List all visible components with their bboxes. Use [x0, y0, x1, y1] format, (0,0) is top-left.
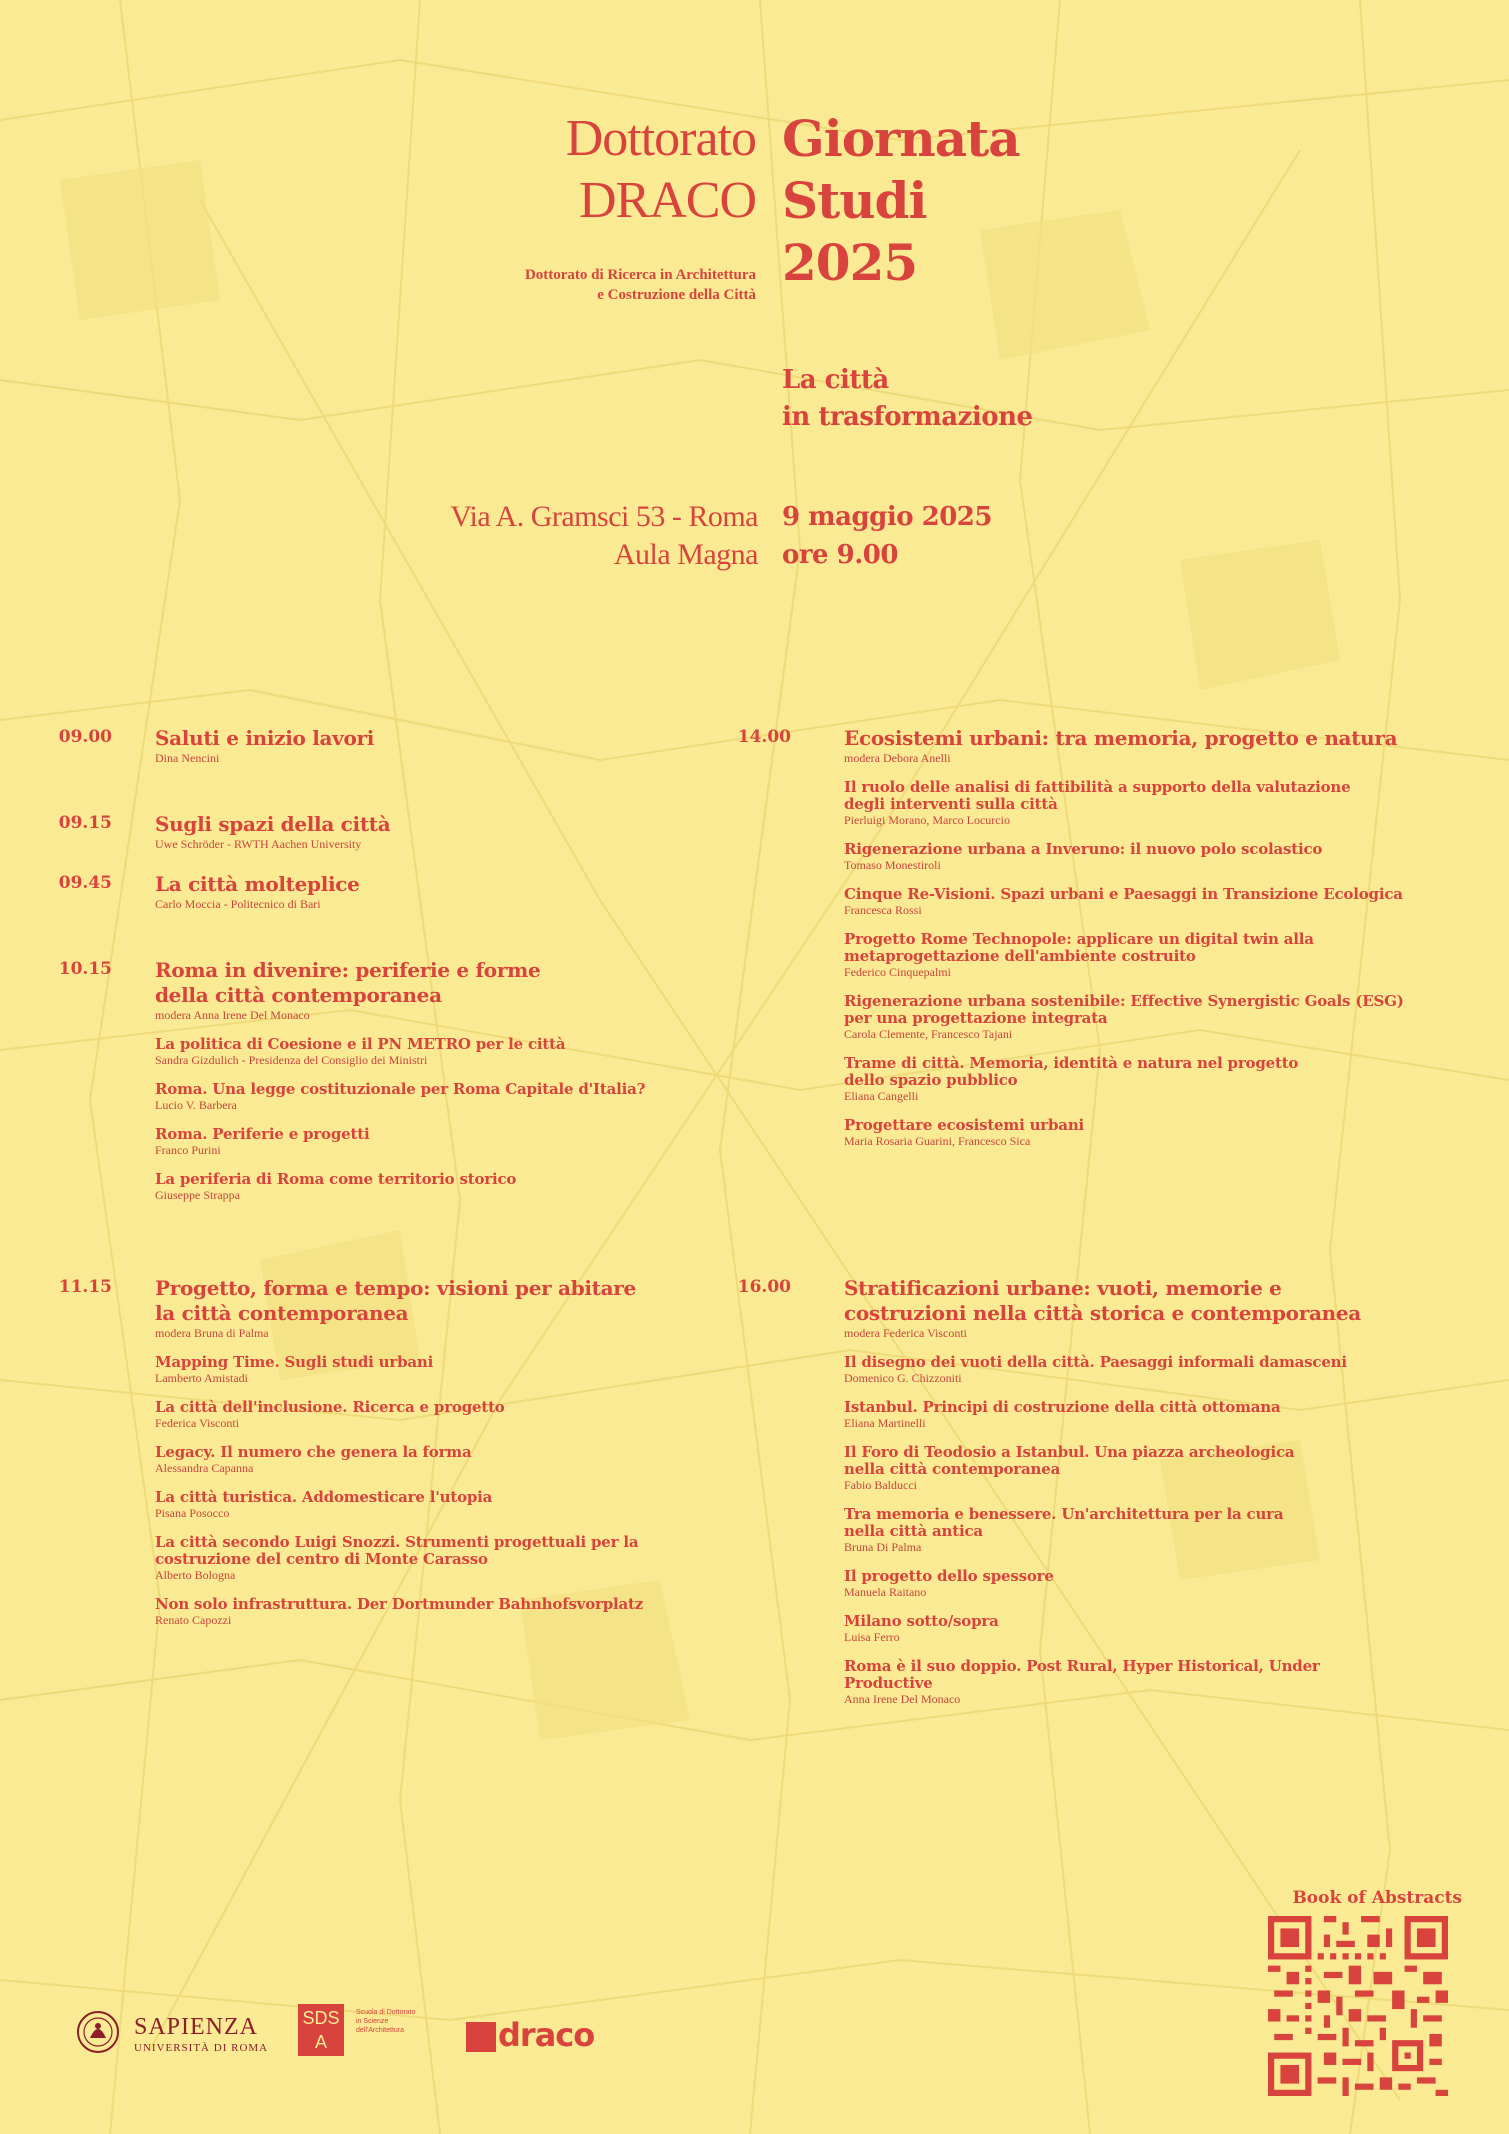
session-time: 11.15	[58, 1277, 112, 1297]
event-theme-line1: La città	[782, 365, 889, 395]
sapienza-subname: UNIVERSITÀ DI ROMA	[134, 2042, 269, 2054]
talk-authors: Lamberto Amistadi	[155, 1371, 248, 1385]
talk-authors: Fabio Balducci	[844, 1478, 917, 1492]
session-moderator: modera Bruna di Palma	[155, 1326, 269, 1340]
draco-wordmark: draco	[498, 2016, 595, 2054]
talk-title: La città turistica. Addomesticare l'utopia	[155, 1488, 493, 1506]
talk-title-line2: costruzione del centro di Monte Carasso	[155, 1550, 488, 1568]
draco-square-icon	[466, 2022, 496, 2052]
talk-title: Roma. Una legge costituzionale per Roma Capitale d'Italia?	[155, 1080, 646, 1098]
talk-item	[844, 1568, 1404, 1599]
event-theme-line2: in trasformazione	[782, 402, 1033, 432]
program-title-line1: Dottorato	[565, 110, 756, 167]
talk-item	[844, 1613, 1404, 1644]
talk-authors: Tomaso Monestiroli	[844, 858, 941, 872]
talk-item	[844, 1055, 1404, 1103]
session-title-line1: Roma in divenire: periferie e forme	[155, 958, 541, 982]
talk-item	[155, 1036, 675, 1067]
talk-title-line2: nella città antica	[844, 1522, 983, 1540]
talk-title-line1: Il ruolo delle analisi di fattibilità a supporto della valutazione	[844, 778, 1351, 796]
talk-title: La politica di Coesione e il PN METRO per le città	[155, 1035, 566, 1053]
talk-title: Il disegno dei vuoti della città. Paesaggi informali damasceni	[844, 1353, 1347, 1371]
talk-authors: Eliana Martinelli	[844, 1416, 926, 1430]
talk-item	[155, 1534, 675, 1582]
talk-authors: Renato Capozzi	[155, 1613, 232, 1627]
talk-authors: Manuela Raitano	[844, 1585, 927, 1599]
session-speaker: Dina Nencini	[155, 751, 220, 765]
talk-title: Mapping Time. Sugli studi urbani	[155, 1353, 434, 1371]
session-title-line2: costruzioni nella città storica e contemporanea	[844, 1301, 1361, 1325]
talk-item	[844, 886, 1404, 917]
talk-title: La periferia di Roma come territorio storico	[155, 1170, 517, 1188]
sapienza-logo[interactable]	[76, 2006, 306, 2066]
session-speaker: Uwe Schröder - RWTH Aachen University	[155, 837, 362, 851]
session-time: 09.15	[58, 813, 112, 833]
talk-item	[844, 1117, 1404, 1148]
event-venue-line1: Via A. Gramsci 53 - Roma	[450, 500, 758, 533]
session-title-line1: Progetto, forma e tempo: visioni per abitare	[155, 1276, 636, 1300]
talk-title-line2: metaprogettazione dell'ambiente costruito	[844, 947, 1196, 965]
sdsa-mark: SDSA	[298, 2004, 344, 2056]
event-venue-line2: Aula Magna	[613, 538, 758, 571]
talk-item	[844, 1354, 1404, 1385]
talk-item	[844, 779, 1404, 827]
program-subtitle-line1: Dottorato di Ricerca in Architettura	[524, 267, 756, 283]
talk-item	[155, 1596, 675, 1627]
talk-title-line1: Tra memoria e benessere. Un'architettura per la cura	[844, 1505, 1284, 1523]
talk-item	[844, 1506, 1404, 1554]
talk-title-line1: Il Foro di Teodosio a Istanbul. Una piazza archeologica	[844, 1443, 1295, 1461]
talk-title: La città dell'inclusione. Ricerca e progetto	[155, 1398, 505, 1416]
talk-authors: Domenico G. Chizzoniti	[844, 1371, 962, 1385]
talk-title-line2: nella città contemporanea	[844, 1460, 1061, 1478]
talk-title: Istanbul. Principi di costruzione della città ottomana	[844, 1398, 1281, 1416]
talk-item	[844, 993, 1404, 1041]
talk-title-line1: Rigenerazione urbana sostenibile: Effective Synergistic Goals (ESG)	[844, 992, 1404, 1010]
program-title	[380, 108, 756, 232]
event-date-line1: 9 maggio 2025	[782, 502, 992, 532]
program-subtitle	[380, 265, 756, 305]
talk-item	[155, 1489, 675, 1520]
session-moderator: modera Anna Irene Del Monaco	[155, 1008, 310, 1022]
sapienza-name: SAPIENZA	[134, 2014, 259, 2040]
talk-title-line1: Trame di città. Memoria, identità e natura nel progetto	[844, 1054, 1299, 1072]
talk-title: Non solo infrastruttura. Der Dortmunder Bahnhofsvorplatz	[155, 1595, 644, 1613]
session-title: Sugli spazi della città	[155, 812, 391, 836]
talk-authors: Eliana Cangelli	[844, 1089, 919, 1103]
event-date-line2: ore 9.00	[782, 540, 898, 570]
session-title: Ecosistemi urbani: tra memoria, progetto e natura	[844, 726, 1398, 750]
talk-item	[155, 1444, 675, 1475]
talk-title: Roma. Periferie e progetti	[155, 1125, 370, 1143]
talk-item	[155, 1126, 675, 1157]
talk-title: Cinque Re-Visioni. Spazi urbani e Paesaggi in Transizione Ecologica	[844, 885, 1403, 903]
session-title-line2: la città contemporanea	[155, 1301, 409, 1325]
talk-item	[155, 1354, 675, 1385]
talk-title-line2: dello spazio pubblico	[844, 1071, 1018, 1089]
session-speaker: Carlo Moccia - Politecnico di Bari	[155, 897, 321, 911]
session-moderator: modera Federica Visconti	[844, 1326, 968, 1340]
event-venue	[380, 498, 758, 574]
talk-authors: Luisa Ferro	[844, 1630, 900, 1644]
talk-item	[844, 1399, 1404, 1430]
program-subtitle-line2: e Costruzione della Città	[597, 287, 756, 303]
talk-authors: Franco Purini	[155, 1143, 221, 1157]
event-title-line2: Studi	[782, 171, 927, 230]
event-title-line1: Giornata	[782, 109, 1020, 168]
sapienza-seal-icon	[76, 2010, 120, 2054]
talk-title-line1: Progetto Rome Technopole: applicare un digital twin alla	[844, 930, 1314, 948]
session-time: 14.00	[737, 727, 791, 747]
event-title	[782, 108, 1202, 294]
talk-title: Legacy. Il numero che genera la forma	[155, 1443, 472, 1461]
talk-authors: Carola Clemente, Francesco Tajani	[844, 1027, 1013, 1041]
talk-item	[844, 841, 1404, 872]
sdsa-text: Scuola di Dottorato in Scienze dell'Architettura	[356, 2009, 416, 2034]
talk-item	[155, 1171, 675, 1202]
session-title-line1: Stratificazioni urbane: vuoti, memorie e	[844, 1276, 1282, 1300]
talk-title: Roma è il suo doppio. Post Rural, Hyper Historical, Under Productive	[844, 1657, 1320, 1692]
session-time: 16.00	[737, 1277, 791, 1297]
talk-item	[155, 1399, 675, 1430]
talk-authors: Francesca Rossi	[844, 903, 922, 917]
talk-title-line1: La città secondo Luigi Snozzi. Strumenti progettuali per la	[155, 1533, 639, 1551]
talk-item	[844, 1444, 1404, 1492]
qr-label: Book of Abstracts	[1292, 1888, 1462, 1908]
session-time: 09.00	[58, 727, 112, 747]
talk-authors: Alessandra Capanna	[155, 1461, 254, 1475]
session-moderator: modera Debora Anelli	[844, 751, 951, 765]
talk-authors: Pisana Posocco	[155, 1506, 230, 1520]
qr-code-icon[interactable]	[1268, 1916, 1448, 2096]
talk-authors: Bruna Di Palma	[844, 1540, 922, 1554]
talk-title-line2: degli interventi sulla città	[844, 795, 1058, 813]
talk-authors: Sandra Gizdulich - Presidenza del Consiglio dei Ministri	[155, 1053, 428, 1067]
draco-logo[interactable]	[466, 2018, 626, 2058]
sdsa-logo[interactable]	[298, 2004, 448, 2060]
program-title-line2: DRACO	[578, 172, 756, 229]
talk-title: Progettare ecosistemi urbani	[844, 1116, 1085, 1134]
event-date	[782, 498, 1182, 574]
session-title-line2: della città contemporanea	[155, 983, 442, 1007]
talk-title: Il progetto dello spessore	[844, 1567, 1054, 1585]
talk-authors: Alberto Bologna	[155, 1568, 236, 1582]
talk-item	[844, 931, 1404, 979]
event-theme	[782, 362, 1202, 436]
talk-title-line2: per una progettazione integrata	[844, 1009, 1108, 1027]
event-title-line3: 2025	[782, 233, 918, 292]
session-title: Saluti e inizio lavori	[155, 726, 375, 750]
session-title: La città molteplice	[155, 872, 360, 896]
talk-item	[155, 1081, 675, 1112]
talk-authors: Federica Visconti	[155, 1416, 240, 1430]
talk-authors: Anna Irene Del Monaco	[844, 1692, 961, 1706]
talk-title: Rigenerazione urbana a Inveruno: il nuovo polo scolastico	[844, 840, 1323, 858]
talk-authors: Pierluigi Morano, Marco Locurcio	[844, 813, 1010, 827]
session-time: 10.15	[58, 959, 112, 979]
talk-item	[844, 1658, 1404, 1706]
talk-authors: Giuseppe Strappa	[155, 1188, 240, 1202]
talk-authors: Federico Cinquepalmi	[844, 965, 951, 979]
talk-authors: Maria Rosaria Guarini, Francesco Sica	[844, 1134, 1031, 1148]
talk-title: Milano sotto/sopra	[844, 1612, 999, 1630]
session-time: 09.45	[58, 873, 112, 893]
talk-authors: Lucio V. Barbera	[155, 1098, 237, 1112]
